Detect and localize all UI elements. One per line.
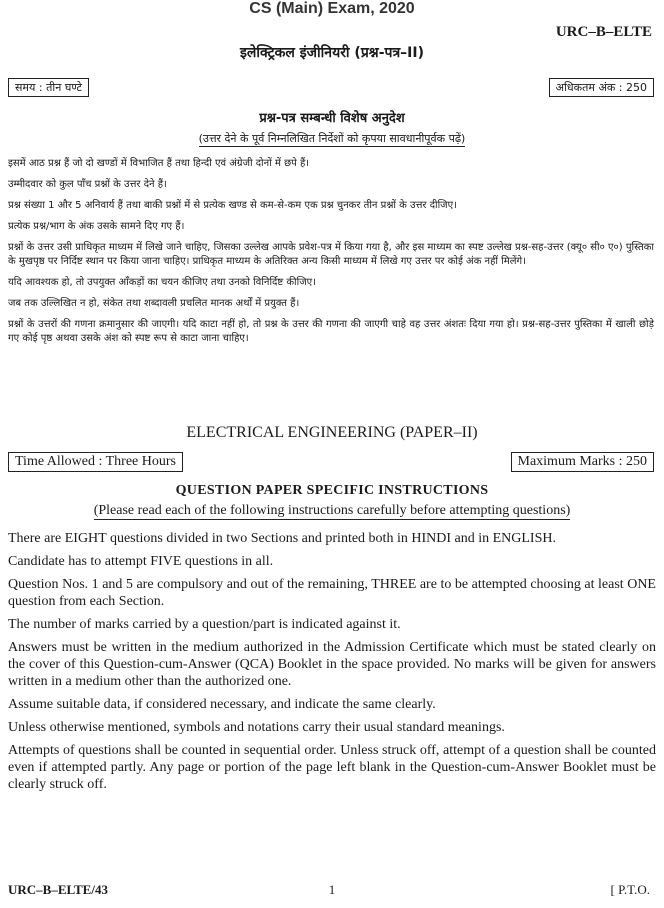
hindi-instruction: जब तक उल्लिखित न हो, संकेत तथा शब्दावली प्रचलित मानक अर्थों में प्रयुक्त हैं। [8,298,300,309]
english-instruction-list [8,530,656,799]
english-time-box: Time Allowed : Three Hours [8,452,183,472]
hindi-instructions-subheading: (उत्तर देने के पूर्व निम्नलिखित निर्देशों को कृपया सावधानीपूर्वक पढ़ें) [198,132,466,145]
hindi-instruction: यदि आवश्यक हो, तो उपयुक्त आँकड़ों का चयन कीजिए तथा उनको विनिर्दिष्ट कीजिए। [8,277,316,288]
hindi-instruction: प्रश्न संख्या 1 और 5 अनिवार्य हैं तथा बाकी प्रश्नों में से प्रत्येक खण्ड से कम-से-कम एक प्रश्न चुनकर तीन प्रश्नों के उत्तर दीजिए। [8,200,457,211]
english-instruction: Assume suitable data, if considered necessary, and indicate the same clearly. [8,697,436,712]
english-max-marks-box: Maximum Marks : 250 [511,452,655,472]
hindi-subject-title: इलेक्ट्रिकल इंजीनियरी (प्रश्न-पत्र–II) [240,45,424,61]
hindi-instruction: प्रत्येक प्रश्न/भाग के अंक उसके सामने दिए गए हैं। [8,221,185,232]
hindi-instruction: इसमें आठ प्रश्न हैं जो दो खण्डों में विभाजित हैं तथा हिन्दी एवं अंग्रेजी दोनों में छपे हैं। [8,158,310,169]
page-number: 1 [328,882,336,897]
exam-title: CS (Main) Exam, 2020 [249,0,415,17]
english-instruction: The number of marks carried by a question/part is indicated against it. [8,617,401,632]
english-instruction: Question Nos. 1 and 5 are compulsory and out of the remaining, THREE are to be attempted choosing at least ONE question from each Section. [8,577,656,609]
hindi-instructions-heading: प्रश्न-पत्र सम्बन्धी विशेष अनुदेश [259,111,405,126]
english-subject-title: ELECTRICAL ENGINEERING (PAPER–II) [186,424,478,441]
hindi-instruction: उम्मीदवार को कुल पाँच प्रश्नों के उत्तर देने हैं। [8,179,167,190]
english-instruction: There are EIGHT questions divided in two Sections and printed both in HINDI and in ENGLISH. [8,531,556,546]
hindi-instruction-list [8,157,654,353]
hindi-instruction: प्रश्नों के उत्तर उसी प्राधिकृत माध्यम में लिखे जाने चाहिए, जिसका उल्लेख आपके प्रवेश-पत्र में किया गया है, और इस माध्यम का स्पष्ट उल्लेख प्रश्न-सह-उत्तर (क्यू० सी० ए०) पुस्तिका के मुखपृष्ठ पर निर्दिष्ट स्थान पर किया जाना चाहिए। प्राधिकृत माध्यम के अतिरिक्त अन्य किसी माध्यम में लिखे गए उत्तर पर कोई अंक नहीं मिलेंगे। [8,242,654,267]
hindi-max-marks-box: अधिकतम अंक : 250 [549,78,654,97]
hindi-time-box: समय : तीन घण्टे [8,78,89,97]
hindi-instruction: प्रश्नों के उत्तरों की गणना क्रमानुसार की जाएगी। यदि काटा नहीं हो, तो प्रश्न के उत्तर की गणना की जाएगी चाहे वह उत्तर अंशतः दिया गया हो। प्रश्न-सह-उत्तर पुस्तिका में खाली छोड़े गए कोई पृष्ठ अथवा उसके अंश को स्पष्ट रूप से काटा जाना चाहिए। [8,319,654,344]
english-instruction: Unless otherwise mentioned, symbols and notations carry their usual standard meanings. [8,720,505,735]
english-instruction: Candidate has to attempt FIVE questions in all. [8,554,274,569]
footer-paper-code: URC–B–ELTE/43 [8,882,108,897]
english-instructions-subheading: (Please read each of the following instructions carefully before attempting questions) [93,503,571,518]
please-turn-over: [ P.T.O. [610,882,650,897]
english-instruction: Attempts of questions shall be counted in sequential order. Unless struck off, attempt of a question shall be counted even if attempted partly. Any page or portion of the page left blank in the Question-cum-Answer Booklet must be clearly struck off. [8,743,656,792]
english-instructions-heading: QUESTION PAPER SPECIFIC INSTRUCTIONS [175,483,489,498]
paper-code: URC–B–ELTE [555,24,652,40]
english-instruction: Answers must be written in the medium authorized in the Admission Certificate which must be stated clearly on the cover of this Question-cum-Answer (QCA) Booklet in the space provided. No marks will be given for answers written in a medium other than the authorized one. [8,640,656,689]
